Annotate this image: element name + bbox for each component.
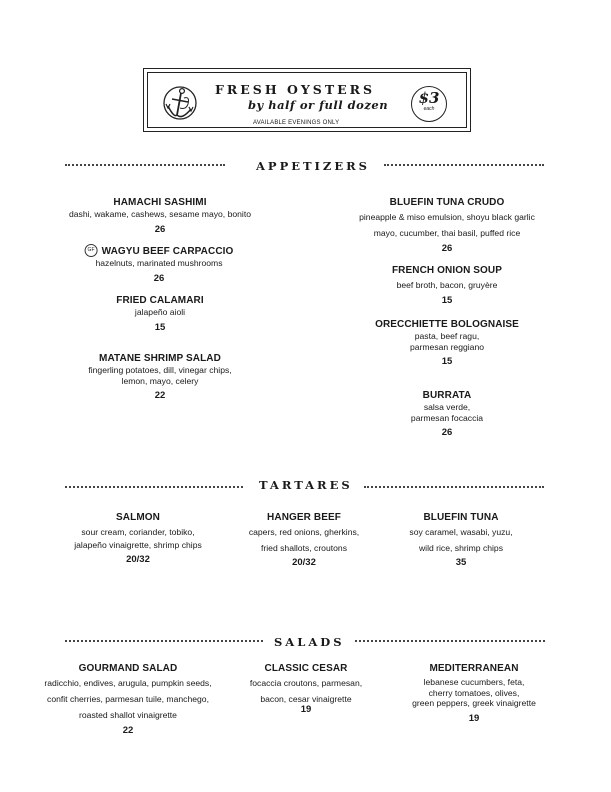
menu-item-bluefin-tuna-crudo — [359, 197, 535, 255]
section-divider-left — [65, 486, 243, 488]
item-name: SALMON — [116, 512, 160, 523]
menu-item-matane-shrimp-salad — [88, 353, 231, 402]
item-price: 19 — [300, 704, 312, 715]
item-description: hazelnuts, marinated mushrooms — [95, 258, 223, 269]
item-name: MEDITERRANEAN — [429, 663, 519, 674]
item-name: MATANE SHRIMP SALAD — [99, 353, 221, 364]
menu-item-fried-calamari — [116, 295, 204, 334]
item-price: 22 — [122, 725, 134, 736]
item-description-line-2: parmesan reggiano — [409, 341, 485, 352]
oyster-title: FRESH OYSTERS — [215, 82, 376, 97]
item-price: 26 — [153, 272, 165, 284]
item-price: 35 — [455, 557, 467, 568]
oyster-availability-note: AVAILABLE EVENINGS ONLY — [253, 120, 340, 126]
item-description-line-2: confit cherries, parmesan tuile, manchego, — [47, 694, 209, 704]
item-price: 15 — [154, 321, 166, 333]
oyster-price-unit: each — [423, 106, 435, 112]
item-description: dashi, wakame, cashews, sesame mayo, bonito — [69, 209, 251, 219]
item-description-line-1: focaccia croutons, parmesan, — [249, 678, 363, 688]
item-description-line-1: fingerling potatoes, dill, vinegar chips, — [88, 365, 232, 375]
item-price: 22 — [154, 390, 166, 401]
menu-item-french-onion-soup — [392, 265, 502, 307]
menu-item-classic-cesar — [250, 663, 362, 716]
item-name-row — [85, 245, 234, 258]
item-name: HAMACHI SASHIMI — [113, 197, 207, 208]
item-description-line-3: roasted shallot vinaigrette — [79, 710, 177, 720]
item-price: 26 — [154, 223, 166, 235]
item-name: BLUEFIN TUNA — [423, 512, 499, 523]
oyster-subtitle: by half or full dozen — [248, 98, 389, 112]
item-description-line-2: lemon, mayo, celery — [121, 375, 199, 386]
item-description-line-1: pineapple & miso emulsion, shoyu black garlic — [359, 212, 535, 222]
item-name: WAGYU BEEF CARPACCIO — [101, 246, 234, 258]
section-divider-left — [65, 164, 225, 166]
item-price: 20/32 — [126, 553, 150, 565]
menu-item-hanger-beef-tartare — [249, 512, 359, 569]
section-divider-right — [384, 164, 544, 166]
menu-item-wagyu-beef-carpaccio — [85, 245, 234, 285]
item-description-line-2: mayo, cucumber, thai basil, puffed rice — [373, 228, 521, 238]
item-description-line-2: parmesan focaccia — [410, 412, 484, 423]
item-description-line-2: fried shallots, croutons — [261, 543, 347, 553]
menu-item-orecchiette-bolognaise — [375, 319, 519, 368]
section-divider-right — [355, 640, 545, 642]
menu-item-burrata — [411, 390, 483, 439]
menu-item-hamachi-sashimi — [69, 197, 251, 236]
item-description-line-2: bacon, cesar vinaigrette — [260, 694, 352, 704]
item-description-line-1: sour cream, coriander, tobiko, — [81, 527, 195, 537]
tartares-heading: TARTARES — [259, 478, 353, 492]
gluten-free-icon: GF — [85, 244, 98, 257]
item-description-line-1: radicchio, endives, arugula, pumpkin seeds, — [44, 678, 212, 688]
menu-item-mediterranean-salad — [412, 663, 536, 725]
item-name: BLUEFIN TUNA CRUDO — [389, 197, 505, 208]
item-description-line-1: pasta, beef ragu, — [414, 331, 480, 341]
item-price: 26 — [441, 243, 453, 254]
item-description: jalapeño aioli — [134, 307, 186, 317]
appetizers-heading: APPETIZERS — [256, 159, 370, 173]
item-description-line-1: lebanese cucumbers, feta, — [423, 677, 525, 687]
oyster-price: $3 — [418, 89, 440, 107]
item-description: beef broth, bacon, gruyère — [396, 280, 498, 290]
item-name: BURRATA — [422, 390, 472, 401]
item-name: ORECCHIETTE BOLOGNAISE — [375, 319, 519, 330]
item-price: 19 — [468, 712, 480, 724]
item-price: 15 — [441, 295, 453, 306]
section-divider-right — [364, 486, 544, 488]
item-description-line-2: cherry tomatoes, olives, — [428, 687, 520, 698]
salads-heading: SALADS — [274, 635, 345, 649]
menu-item-gourmand-salad — [44, 663, 211, 737]
item-name: FRIED CALAMARI — [116, 295, 204, 306]
item-name: CLASSIC CESAR — [264, 663, 348, 674]
item-description-line-2: jalapeño vinaigrette, shrimp chips — [74, 540, 202, 550]
menu-item-bluefin-tuna-tartare — [409, 512, 512, 569]
item-name: FRENCH ONION SOUP — [391, 265, 503, 276]
menu-item-salmon-tartare — [74, 512, 202, 566]
item-description-line-3: green peppers, greek vinaigrette — [412, 698, 536, 708]
anchor-icon — [160, 82, 200, 124]
item-description-line-1: salsa verde, — [423, 402, 471, 412]
item-name: GOURMAND SALAD — [78, 663, 178, 674]
item-price: 20/32 — [292, 557, 316, 568]
item-description-line-1: soy caramel, wasabi, yuzu, — [409, 527, 513, 537]
section-divider-left — [65, 640, 263, 642]
item-name: HANGER BEEF — [267, 512, 341, 523]
item-price: 26 — [441, 427, 453, 438]
item-description-line-2: wild rice, shrimp chips — [418, 543, 504, 553]
item-description-line-1: capers, red onions, gherkins, — [248, 527, 360, 537]
oyster-price-badge — [411, 86, 447, 122]
item-price: 15 — [441, 356, 453, 367]
